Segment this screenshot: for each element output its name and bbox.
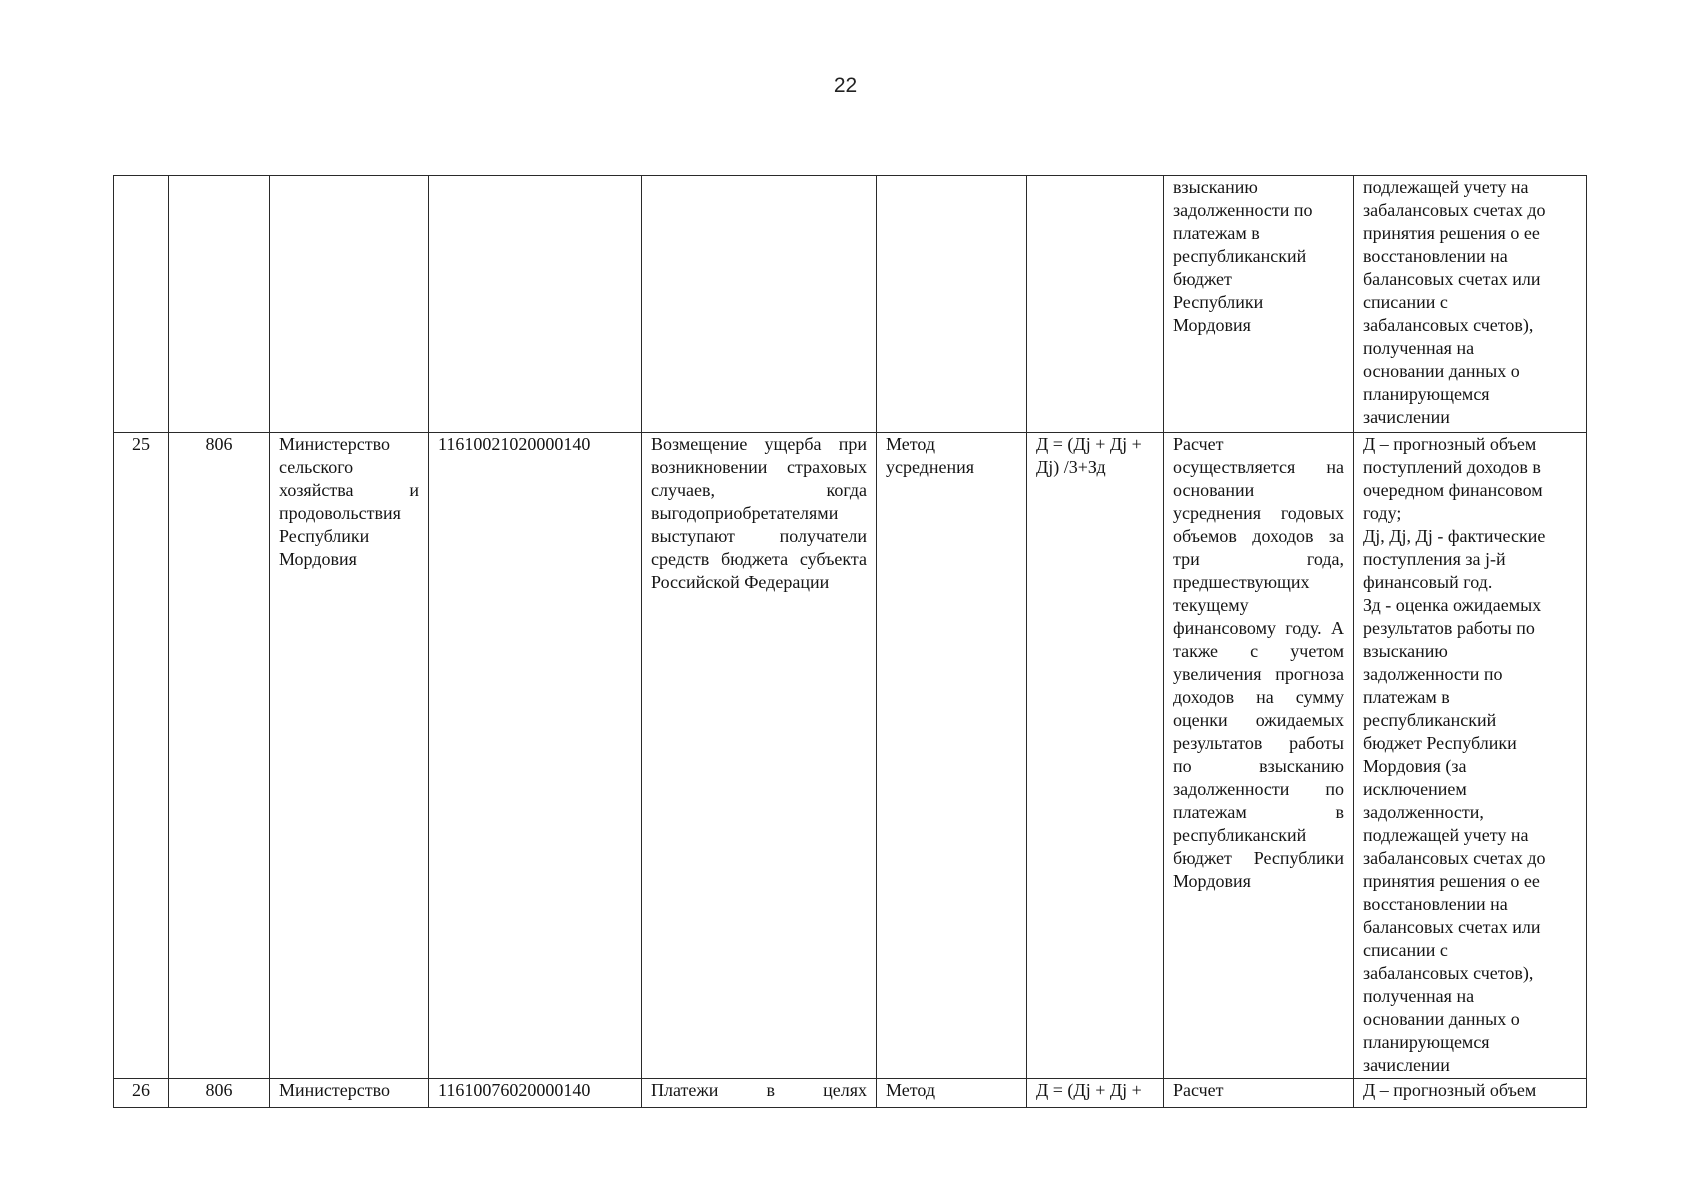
formula-cell: Д = (Дj + Дj + Дj) /3+Зд (1027, 433, 1164, 1079)
method-cell: Метод (877, 1079, 1027, 1108)
admin-code-cell (169, 176, 270, 433)
forecast-table (113, 175, 1587, 1108)
method-cell: Метод усреднения (877, 433, 1027, 1079)
indicators-cell: подлежащей учету на забалансовых счетах до принятия решения о ее восстановлении на балансовых счетах или списании с забалансовых счетов), полученная на основании данных о планирующемся зачислении (1354, 176, 1587, 433)
administrator-cell: Министерство (270, 1079, 429, 1108)
income-name-cell: Возмещение ущерба при возникновении страховых случаев, когда выгодоприобретателями выступают получатели средств бюджета субъекта Российской Федерации (642, 433, 877, 1079)
administrator-cell: Министерство сельского хозяйства и продовольствия Республики Мордовия (270, 433, 429, 1079)
method-cell (877, 176, 1027, 433)
row-number-cell (114, 176, 169, 433)
administrator-cell (270, 176, 429, 433)
admin-code-cell: 806 (169, 433, 270, 1079)
calc-description-cell: Расчет (1164, 1079, 1354, 1108)
formula-cell (1027, 176, 1164, 433)
indicators-cell: Д – прогнозный объем (1354, 1079, 1587, 1108)
income-name-cell: Платежи в целях (642, 1079, 877, 1108)
formula-cell: Д = (Дj + Дj + (1027, 1079, 1164, 1108)
calc-description-cell: Расчет осуществляется на основании усреднения годовых объемов доходов за три года, предшествующих текущему финансовому году. А также с учетом увеличения прогноза доходов на сумму оценки ожидаемых результатов работы по взысканию задолженности по платежам в республиканский бюджет Республики Мордовия (1164, 433, 1354, 1079)
row-number-cell: 25 (114, 433, 169, 1079)
table-row (114, 433, 1587, 1079)
table-row (114, 176, 1587, 433)
income-name-cell (642, 176, 877, 433)
table-row (114, 1079, 1587, 1108)
page-number: 22 (833, 74, 858, 97)
kbk-cell (429, 176, 642, 433)
kbk-cell: 11610076020000140 (429, 1079, 642, 1108)
admin-code-cell: 806 (169, 1079, 270, 1108)
calc-description-cell: взысканию задолженности по платежам в республиканский бюджет Республики Мордовия (1164, 176, 1354, 433)
row-number-cell: 26 (114, 1079, 169, 1108)
kbk-cell: 11610021020000140 (429, 433, 642, 1079)
indicators-cell: Д – прогнозный объем поступлений доходов в очередном финансовом году; Дj, Дj, Дj - фактические поступления за j-й финансовый год. Зд - оценка ожидаемых результатов работы по взысканию задолженности по платежам в республиканский бюджет Республики Мордовия (за исключением задолженности, подлежащей учету на забалансовых счетах до принятия решения о ее восстановлении на балансовых счетах или списании с забалансовых счетов), полученная на основании данных о планирующемся зачислении (1354, 433, 1587, 1079)
